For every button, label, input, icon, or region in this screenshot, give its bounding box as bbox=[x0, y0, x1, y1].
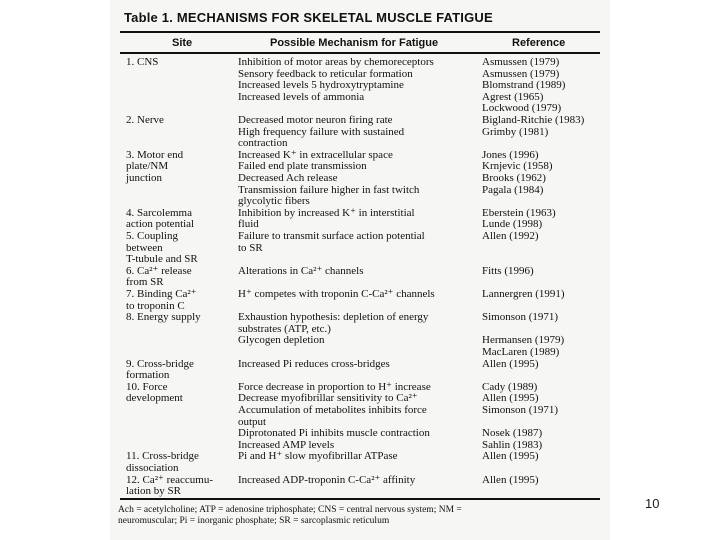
mechanism-cell: output bbox=[238, 415, 267, 428]
reference-cell: Krnjevic (1958) bbox=[482, 160, 553, 173]
site-cell: between bbox=[126, 241, 163, 254]
reference-cell: Allen (1992) bbox=[482, 230, 539, 242]
reference-cell: Sahlin (1983) bbox=[482, 438, 543, 451]
footer-rule bbox=[120, 498, 600, 500]
site-cell: junction bbox=[126, 172, 163, 184]
reference-cell: Simonson (1971) bbox=[482, 311, 559, 324]
reference-cell: Nosek (1987) bbox=[482, 427, 543, 440]
table-title: Table 1. MECHANISMS FOR SKELETAL MUSCLE FATIGUE bbox=[124, 10, 493, 25]
reference-cell: Fitts (1996) bbox=[482, 264, 534, 277]
header-top-rule bbox=[120, 31, 600, 33]
site-cell: from SR bbox=[126, 276, 164, 289]
reference-cell: Lockwood (1979) bbox=[482, 102, 562, 115]
site-cell: 12. Ca²⁺ reaccumu- bbox=[126, 473, 213, 486]
reference-cell: Asmussen (1979) bbox=[482, 56, 560, 68]
page-number: 10 bbox=[645, 496, 660, 511]
reference-cell: Brooks (1962) bbox=[482, 172, 546, 184]
mechanism-cell: Glycogen depletion bbox=[238, 334, 325, 347]
reference-cell: Allen (1995) bbox=[482, 473, 539, 486]
reference-cell: Grimby (1981) bbox=[482, 125, 549, 138]
site-cell: 6. Ca²⁺ release bbox=[126, 264, 192, 277]
site-cell: dissociation bbox=[126, 462, 179, 474]
site-cell: development bbox=[126, 392, 183, 405]
mechanism-cell: Inhibition by increased K⁺ in interstitial bbox=[238, 206, 415, 219]
reference-cell: Simonson (1971) bbox=[482, 404, 559, 416]
footnote-line-1: Ach = acetylcholine; ATP = adenosine triphosphate; CNS = central nervous system; NM = bbox=[118, 505, 462, 515]
site-cell: T-tubule and SR bbox=[126, 253, 198, 266]
site-cell: plate/NM bbox=[126, 160, 169, 173]
mechanism-cell: fluid bbox=[238, 218, 259, 231]
mechanism-cell: Transmission failure higher in fast twitch bbox=[238, 183, 420, 196]
mechanism-cell: Decrease myofibrillar sensitivity to Ca²⁺ bbox=[238, 392, 418, 405]
site-cell: lation by SR bbox=[126, 485, 182, 498]
mechanism-cell: H⁺ competes with troponin C-Ca²⁺ channels bbox=[238, 288, 435, 300]
mechanism-cell: Force decrease in proportion to H⁺ increase bbox=[238, 380, 431, 393]
reference-cell: Lunde (1998) bbox=[482, 218, 543, 231]
site-cell: 5. Coupling bbox=[126, 230, 178, 242]
site-cell: 9. Cross-bridge bbox=[126, 357, 194, 370]
mechanism-cell: to SR bbox=[238, 241, 263, 254]
mechanism-cell: Increased ADP-troponin C-Ca²⁺ affinity bbox=[238, 473, 416, 486]
mechanism-cell: Decreased motor neuron firing rate bbox=[238, 114, 393, 126]
reference-cell: Eberstein (1963) bbox=[482, 206, 556, 219]
site-cell: 4. Sarcolemma bbox=[126, 206, 192, 219]
mechanism-cell: contraction bbox=[238, 137, 288, 150]
mechanism-cell: High frequency failure with sustained bbox=[238, 125, 405, 138]
mechanism-cell: Alterations in Ca²⁺ channels bbox=[238, 264, 364, 277]
mechanism-cell: Increased Pi reduces cross-bridges bbox=[238, 357, 390, 370]
mechanism-cell: Failed end plate transmission bbox=[238, 160, 367, 173]
site-cell: 7. Binding Ca²⁺ bbox=[126, 288, 197, 300]
site-cell: 2. Nerve bbox=[126, 114, 164, 126]
header-bottom-rule bbox=[120, 52, 600, 54]
mechanism-cell: Accumulation of metabolites inhibits force bbox=[238, 404, 427, 416]
mechanism-cell: Pi and H⁺ slow myofibrillar ATPase bbox=[238, 450, 398, 463]
reference-cell: Allen (1995) bbox=[482, 450, 539, 463]
site-cell: 8. Energy supply bbox=[126, 311, 201, 324]
reference-cell: Cady (1989) bbox=[482, 380, 538, 393]
mechanism-cell: glycolytic fibers bbox=[238, 195, 310, 208]
reference-cell: Jones (1996) bbox=[482, 148, 539, 161]
reference-cell: Allen (1995) bbox=[482, 392, 539, 405]
site-cell: 1. CNS bbox=[126, 56, 159, 68]
header-site: Site bbox=[172, 37, 193, 49]
header-mechanism: Possible Mechanism for Fatigue bbox=[270, 37, 439, 49]
site-cell: 10. Force bbox=[126, 380, 168, 393]
mechanism-cell: Increased levels 5 hydroxytryptamine bbox=[238, 79, 404, 92]
mechanism-cell: Inhibition of motor areas by chemoreceptors bbox=[238, 56, 434, 68]
reference-cell: Bigland-Ritchie (1983) bbox=[482, 114, 585, 126]
reference-cell: Agrest (1965) bbox=[482, 90, 544, 103]
mechanism-cell: Diprotonated Pi inhibits muscle contraction bbox=[238, 427, 430, 440]
mechanism-cell: Failure to transmit surface action potential bbox=[238, 230, 425, 242]
mechanism-cell: Increased K⁺ in extracellular space bbox=[238, 148, 393, 161]
site-cell: 3. Motor end bbox=[126, 148, 184, 161]
mechanism-cell: Increased AMP levels bbox=[238, 438, 335, 451]
reference-cell: Pagala (1984) bbox=[482, 183, 544, 196]
mechanism-cell: Decreased Ach release bbox=[238, 172, 338, 184]
reference-cell: Asmussen (1979) bbox=[482, 67, 560, 80]
reference-cell: Allen (1995) bbox=[482, 357, 539, 370]
reference-cell: MacLaren (1989) bbox=[482, 346, 560, 358]
site-cell: formation bbox=[126, 369, 170, 382]
mechanism-cell: Increased levels of ammonia bbox=[238, 90, 365, 103]
header-reference: Reference bbox=[512, 37, 566, 49]
site-cell: to troponin C bbox=[126, 299, 185, 312]
mechanism-cell: substrates (ATP, etc.) bbox=[238, 322, 331, 335]
reference-cell: Blomstrand (1989) bbox=[482, 79, 566, 92]
site-cell: 11. Cross-bridge bbox=[126, 450, 199, 463]
reference-cell: Hermansen (1979) bbox=[482, 334, 565, 347]
site-cell: action potential bbox=[126, 218, 195, 231]
mechanism-cell: Sensory feedback to reticular formation bbox=[238, 67, 413, 80]
reference-cell: Lannergren (1991) bbox=[482, 288, 565, 300]
footnote-line-2: neuromuscular; Pi = inorganic phosphate; SR = sarcoplasmic reticulum bbox=[118, 516, 390, 526]
mechanism-cell: Exhaustion hypothesis: depletion of energy bbox=[238, 311, 429, 324]
